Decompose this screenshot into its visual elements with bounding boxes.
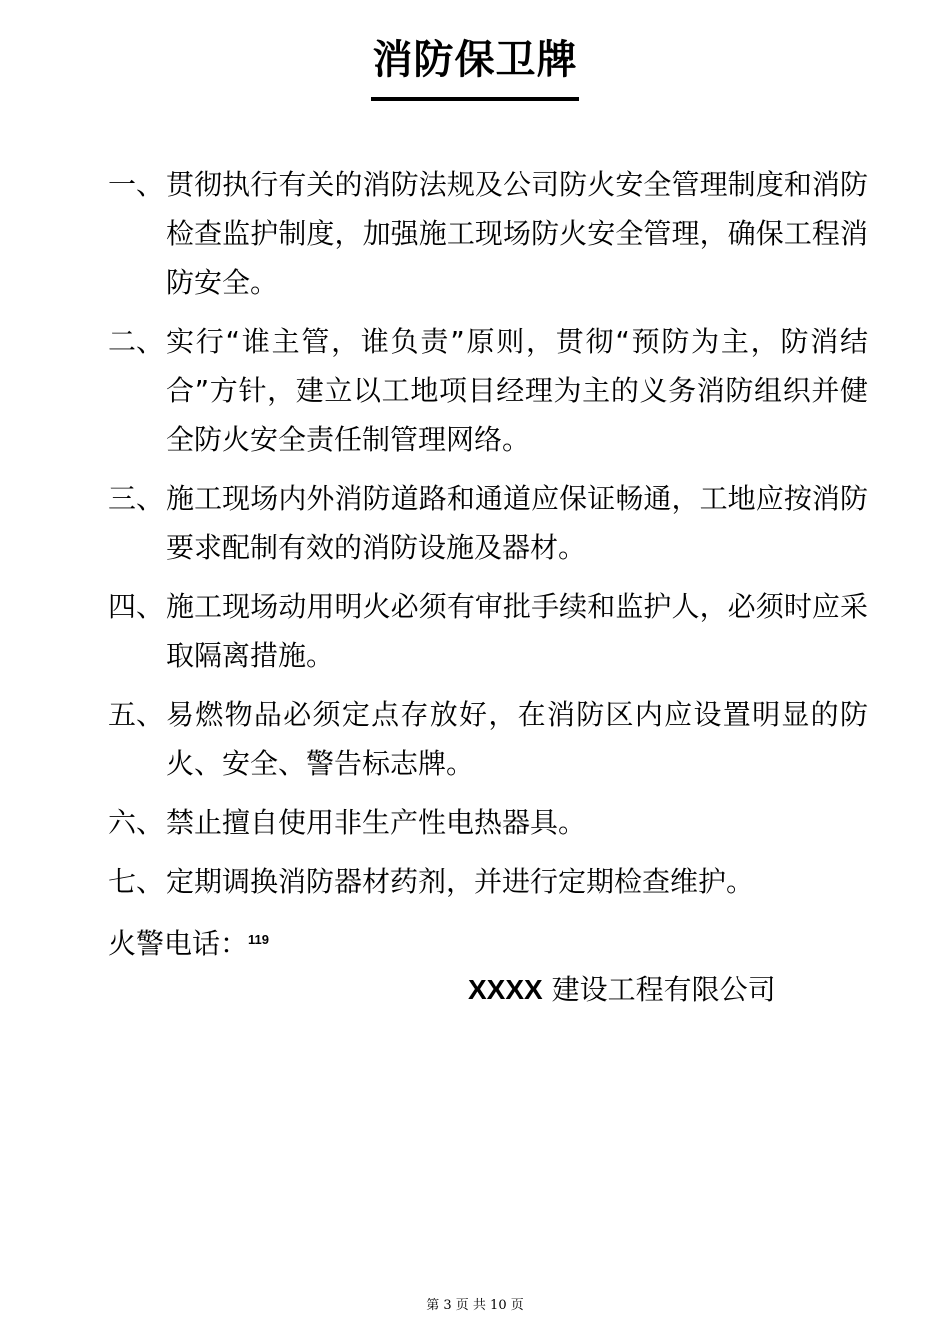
- rule-text: 定期调换消防器材药剂，并进行定期检查维护。: [166, 865, 755, 898]
- fire-hotline: [108, 916, 269, 968]
- rule-text: 施工现场动用明火必须有审批手续和监护人，必须时应采取隔离措施。: [166, 590, 868, 672]
- rule-number: 七、: [108, 865, 165, 898]
- hotline-number: 119: [248, 932, 269, 947]
- rule-item-3: [108, 474, 868, 572]
- rule-item-6: [108, 798, 868, 847]
- rule-number: 二、: [108, 325, 165, 358]
- rule-item-7: [108, 857, 868, 906]
- rule-number: 五、: [108, 698, 165, 731]
- rule-text: 禁止擅自使用非生产性电热器具。: [166, 806, 587, 839]
- company-name: 建设工程有限公司: [542, 973, 776, 1006]
- company-prefix: XXXX: [468, 974, 543, 1005]
- rule-number: 四、: [108, 590, 165, 623]
- hotline-label: 火警电话：: [108, 927, 249, 960]
- rule-item-5: [108, 690, 868, 788]
- rule-text: 实行“谁主管，谁负责”原则，贯彻“预防为主，防消结合”方针，建立以工地项目经理为主的义务消防组织并健全防火安全责任制管理网络。: [166, 325, 868, 456]
- company-signature: [468, 966, 776, 1014]
- rule-item-1: [108, 160, 868, 307]
- rule-text: 施工现场内外消防道路和通道应保证畅通，工地应按消防要求配制有效的消防设施及器材。: [166, 482, 868, 564]
- page-title: 消防保卫牌: [372, 37, 578, 83]
- rule-item-4: [108, 582, 868, 680]
- rule-number: 六、: [108, 806, 165, 839]
- rules-list: [108, 160, 868, 916]
- rule-number: 一、: [108, 168, 165, 201]
- rule-item-2: [108, 317, 868, 464]
- rule-text: 贯彻执行有关的消防法规及公司防火安全管理制度和消防检查监护制度，加强施工现场防火安全管理，确保工程消防安全。: [166, 168, 868, 299]
- page-number-footer: 第 3 页 共 10 页: [426, 1298, 524, 1313]
- rule-text: 易燃物品必须定点存放好，在消防区内应设置明显的防火、安全、警告标志牌。: [166, 698, 868, 780]
- rule-number: 三、: [108, 482, 165, 515]
- title-underline: [371, 97, 579, 101]
